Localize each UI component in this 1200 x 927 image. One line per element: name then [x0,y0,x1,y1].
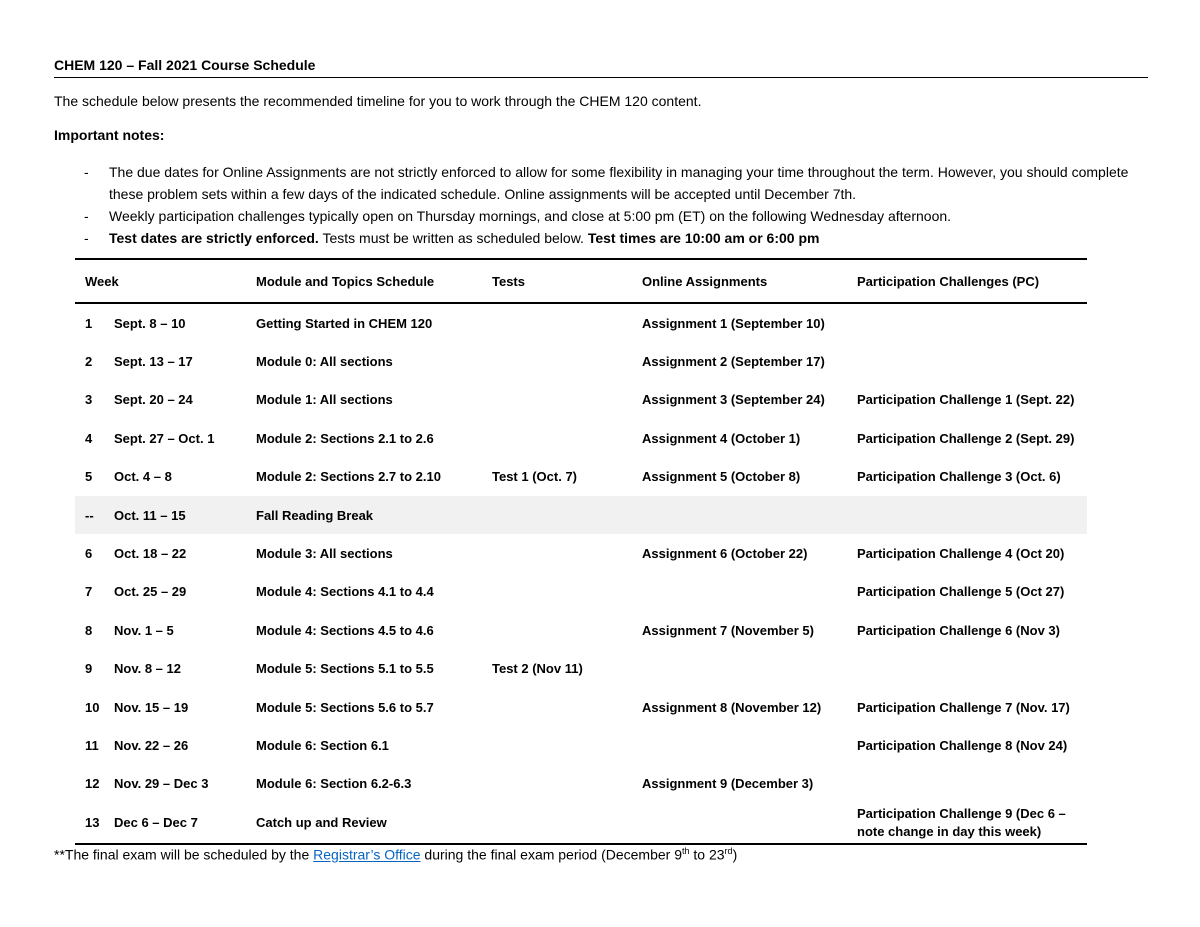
cell-test [482,381,632,419]
cell-week: -- [75,496,109,534]
cell-challenge [847,496,1087,534]
table-row [75,765,1087,803]
cell-assignment: Assignment 8 (November 12) [642,699,822,715]
cell-assignment: Assignment 6 (October 22) [642,546,808,562]
cell-dates: Sept. 13 – 17 [114,354,193,370]
cell-test [482,496,632,534]
cell-challenge: Participation Challenge 4 (Oct 20) [857,546,1065,562]
notes-heading: Important notes: [54,127,165,143]
cell-assignment: Assignment 4 (October 1) [642,430,801,446]
footer-text: **The final exam will be scheduled by the [54,846,314,863]
title-divider [54,77,1148,78]
cell-test [482,803,632,844]
cell-dates: Oct. 18 – 22 [114,546,187,562]
cell-challenge [847,803,1087,844]
cell-test [482,611,632,649]
note-text-bold: Test dates are strictly enforced. [109,230,319,246]
cell-week: 4 [85,430,93,446]
cell-challenge: Participation Challenge 7 (Nov. 17) [857,699,1070,715]
challenge-line: note change in day this week) [857,824,1042,840]
cell-module: Module 5: Sections 5.6 to 5.7 [256,699,434,715]
course-schedule-table [75,258,1087,845]
cell-test: Test 2 (Nov 11) [492,661,583,677]
registrars-office-link[interactable]: Registrar’s Office [313,846,421,863]
cell-challenge [847,650,1087,688]
table-row [75,573,1087,611]
cell-dates: Sept. 27 – Oct. 1 [114,430,215,446]
page-title: CHEM 120 – Fall 2021 Course Schedule [54,57,316,73]
table-row [75,458,1087,496]
list-dash: - [84,230,89,246]
cell-week: 8 [85,622,93,638]
cell-test [482,303,632,342]
list-dash: - [84,164,89,180]
cell-dates: Sept. 8 – 10 [114,315,186,331]
cell-module: Catch up and Review [246,803,482,844]
cell-dates: Nov. 1 – 5 [114,622,174,638]
cell-challenge [847,303,1087,342]
table-row [75,688,1087,726]
intro-text: The schedule below presents the recommended timeline for you to work through the CHEM 120 content. [54,93,702,109]
header-module: Module and Topics Schedule [246,259,482,303]
cell-dates: Sept. 20 – 24 [114,392,193,408]
note-text-bold: Test times are 10:00 am or 6:00 pm [587,230,820,246]
footer-text: ) [732,846,738,863]
cell-week: 3 [85,392,93,408]
cell-module: Module 4: Sections 4.1 to 4.4 [256,584,434,600]
cell-assignment [632,496,847,534]
cell-test [482,765,632,803]
cell-week: 13 [75,803,109,844]
list-dash: - [84,208,89,224]
cell-week: 6 [85,546,93,562]
cell-challenge: Participation Challenge 1 (Sept. 22) [857,392,1075,408]
cell-challenge: Participation Challenge 5 (Oct 27) [857,584,1065,600]
cell-module: Module 4: Sections 4.5 to 4.6 [256,622,434,638]
cell-challenge: Participation Challenge 8 (Nov 24) [857,737,1068,753]
cell-week: 12 [85,776,100,792]
table-row [75,534,1087,572]
cell-module: Module 2: Sections 2.7 to 2.10 [256,469,441,485]
cell-dates: Oct. 4 – 8 [114,469,172,485]
note-text: The due dates for Online Assignments are not strictly enforced to allow for some flexibility in managing your time throughout the term. However, you should complete these problem sets within a few days of the indicated schedule. Online assignments will be accepted until December 7th. [109,164,1129,202]
table-row [75,303,1087,342]
cell-dates: Nov. 15 – 19 [114,699,189,715]
table-row-reading-break [75,496,1087,534]
cell-assignment: Assignment 9 (December 3) [642,776,814,792]
important-notes-list [54,161,1148,249]
cell-test [482,342,632,380]
cell-module: Module 3: All sections [256,546,393,562]
cell-module: Module 1: All sections [256,392,393,408]
cell-challenge: Participation Challenge 2 (Sept. 29) [857,430,1075,446]
cell-dates: Dec 6 – Dec 7 [109,803,246,844]
cell-module: Module 2: Sections 2.1 to 2.6 [256,430,434,446]
cell-week: 5 [85,469,93,485]
cell-test [482,688,632,726]
cell-test [482,534,632,572]
header-tests: Tests [482,259,632,303]
cell-dates: Oct. 25 – 29 [114,584,187,600]
cell-assignment [632,573,847,611]
cell-test: Test 1 (Oct. 7) [492,469,578,485]
cell-dates: Nov. 22 – 26 [114,737,189,753]
note-item [54,205,1148,227]
cell-assignment: Assignment 1 (September 10) [642,315,825,331]
cell-module: Module 0: All sections [256,354,393,370]
cell-assignment: Assignment 5 (October 8) [642,469,801,485]
table-row [75,342,1087,380]
cell-assignment [632,650,847,688]
cell-test [482,573,632,611]
cell-module: Fall Reading Break [246,496,482,534]
header-challenges: Participation Challenges (PC) [847,259,1087,303]
table-row [75,803,1087,844]
cell-module: Module 6: Section 6.2-6.3 [256,776,412,792]
table-header-row [75,259,1087,303]
note-item-test-policy [54,227,1148,249]
cell-test [482,726,632,764]
cell-week: 7 [85,584,93,600]
cell-challenge: Participation Challenge 3 (Oct. 6) [857,469,1061,485]
cell-test [482,419,632,457]
header-week: Week [75,259,246,303]
cell-dates: Nov. 8 – 12 [114,661,181,677]
cell-challenge [847,765,1087,803]
cell-assignment [632,726,847,764]
footer-text: to 23 [689,846,725,863]
cell-week: 1 [85,315,93,331]
cell-assignment [632,803,847,844]
cell-module: Module 6: Section 6.1 [256,737,389,753]
superscript-th: th [682,846,690,856]
cell-challenge [847,342,1087,380]
cell-module: Getting Started in CHEM 120 [256,315,433,331]
table-row [75,611,1087,649]
final-exam-note [54,846,737,863]
cell-assignment: Assignment 7 (November 5) [642,622,814,638]
superscript-rd: rd [724,846,733,856]
cell-assignment: Assignment 3 (September 24) [642,392,825,408]
footer-text: during the final exam period (December 9 [420,846,682,863]
cell-week: 11 [85,737,99,753]
challenge-line: Participation Challenge 9 (Dec 6 – [857,806,1066,822]
note-text: Tests must be written as scheduled below. [318,230,588,246]
table-row [75,381,1087,419]
cell-assignment: Assignment 2 (September 17) [642,354,825,370]
cell-week: 2 [85,354,93,370]
note-item [54,161,1148,205]
cell-challenge: Participation Challenge 6 (Nov 3) [857,622,1060,638]
header-assignments: Online Assignments [632,259,847,303]
table-row [75,726,1087,764]
cell-dates: Nov. 29 – Dec 3 [114,776,209,792]
cell-module: Module 5: Sections 5.1 to 5.5 [256,661,434,677]
cell-week: 9 [85,661,93,677]
cell-dates: Oct. 11 – 15 [109,496,246,534]
note-text: Weekly participation challenges typically open on Thursday mornings, and close at 5:00 pm (ET) on the following Wednesday afternoon. [109,208,952,224]
table-row [75,650,1087,688]
cell-week: 10 [85,699,100,715]
table-row [75,419,1087,457]
